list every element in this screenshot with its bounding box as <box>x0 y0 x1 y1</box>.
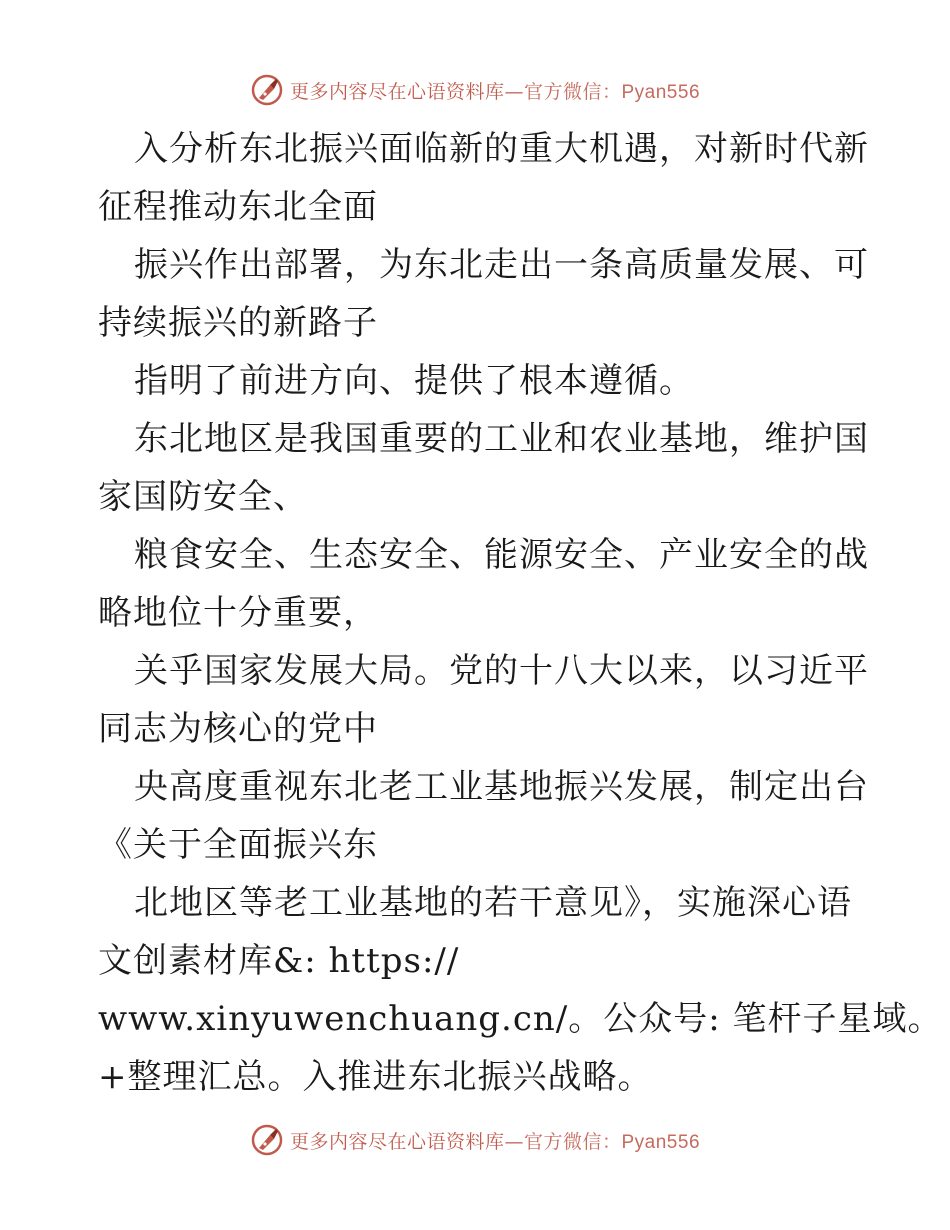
body-line: 持续振兴的新路子 <box>98 303 378 343</box>
body-line: 略地位十分重要， <box>98 593 378 633</box>
body-line: 文创素材库&: https:// <box>98 941 460 981</box>
banner-brand-text: 更多内容尽在心语资料库 <box>289 1130 505 1153</box>
pen-nib-logo-icon <box>250 1123 284 1157</box>
body-line: 指明了前进方向、提供了根本遵循。 <box>134 361 694 401</box>
body-line: 同志为核心的党中 <box>98 709 378 749</box>
banner-wechat-label: 官方微信： <box>523 80 622 103</box>
pen-nib-logo-icon <box>250 73 284 107</box>
footer-watermark-banner <box>0 1120 950 1160</box>
banner-wechat-id: Pyan556 <box>621 81 701 103</box>
banner-dash: — <box>504 1130 524 1153</box>
header-watermark-banner <box>0 70 950 110</box>
document-body <box>98 120 943 1106</box>
banner-wechat-id: Pyan556 <box>621 1131 701 1153</box>
banner-dash: — <box>504 80 524 103</box>
body-line: 东北地区是我国重要的工业和农业基地，维护国 <box>134 419 869 459</box>
body-line: 粮食安全、生态安全、能源安全、产业安全的战 <box>134 535 869 575</box>
body-line: 央高度重视东北老工业基地振兴发展，制定出台 <box>134 767 869 807</box>
body-line: 北地区等老工业基地的若干意见》，实施深心语 <box>134 883 852 923</box>
banner-text <box>290 1127 700 1154</box>
body-line: 关乎国家发展大局。党的十八大以来，以习近平 <box>134 651 869 691</box>
body-line: 家国防安全、 <box>98 477 308 517</box>
body-line: 《关于全面振兴东 <box>98 825 378 865</box>
body-line: www.xinyuwenchuang.cn/。公众号: 笔杆子星域。 <box>98 999 943 1039</box>
banner-wechat-label: 官方微信： <box>523 1130 622 1153</box>
body-line: 振兴作出部署，为东北走出一条高质量发展、可 <box>134 245 869 285</box>
body-line: 征程推动东北全面 <box>98 187 378 227</box>
banner-brand-text: 更多内容尽在心语资料库 <box>289 80 505 103</box>
body-line: +整理汇总。入推进东北振兴战略。 <box>98 1057 653 1097</box>
banner-text <box>290 77 700 104</box>
body-line: 入分析东北振兴面临新的重大机遇，对新时代新 <box>134 129 869 169</box>
